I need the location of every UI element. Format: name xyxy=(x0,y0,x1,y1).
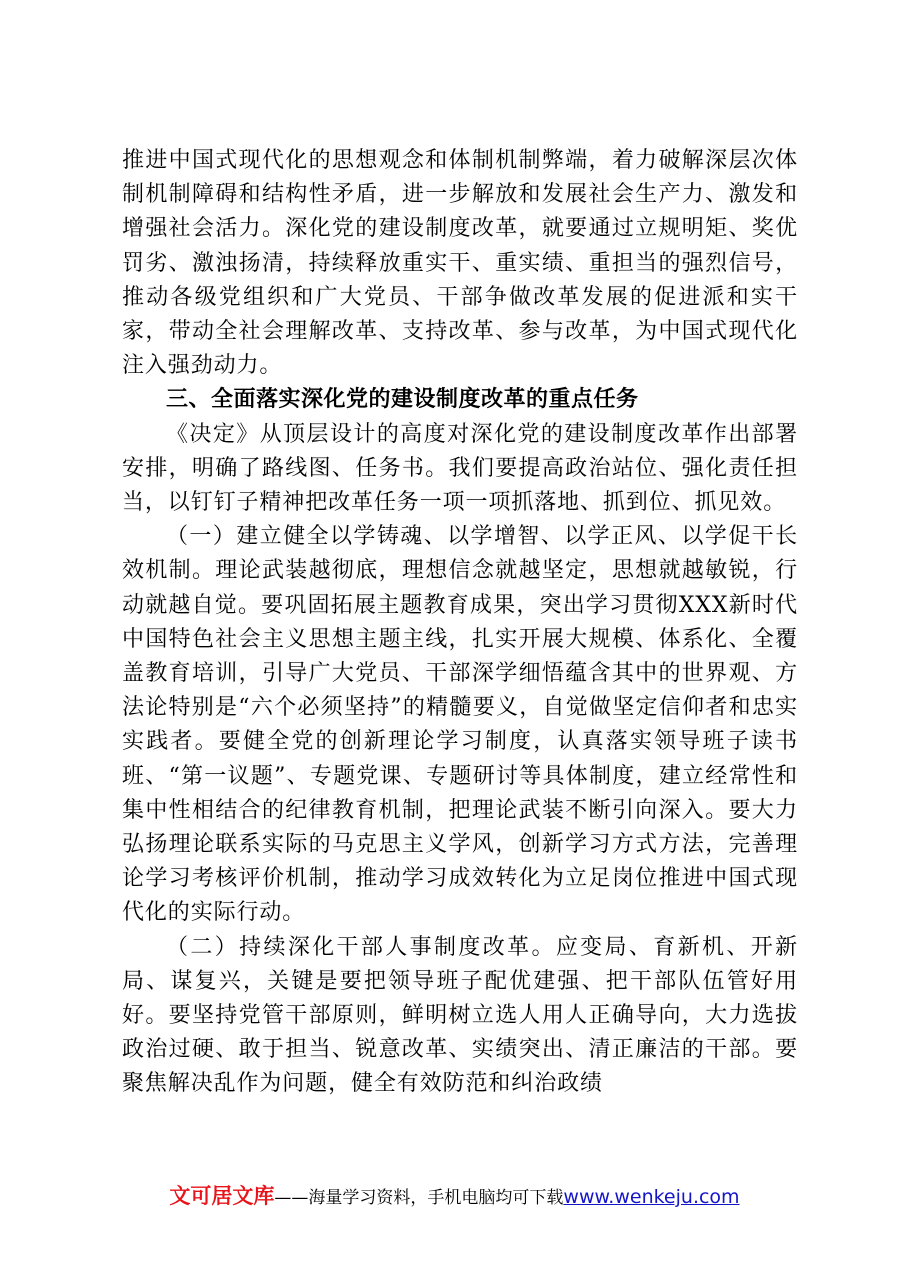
footer-link[interactable]: www.wenkeju.com xyxy=(563,1186,740,1208)
paragraph-intro: 《决定》从顶层设计的高度对深化党的建设制度改革作出部署安排，明确了路线图、任务书。我们要提高政治站位、强化责任担当，以钉钉子精神把改革任务一项一项抓落地、抓到位、抓见效。 xyxy=(122,421,798,516)
footer-brand: 文可居文库 xyxy=(169,1184,275,1208)
section-heading: 三、全面落实深化党的建设制度改革的重点任务 xyxy=(166,387,639,413)
paragraph-item-1: （一）建立健全以学铸魂、以学增智、以学正风、以学促干长效机制。理论武装越彻底，理想信念就越坚定，思想就越敏锐，行动就越自觉。要巩固拓展主题教育成果，突出学习贯彻XXX新时代中国特色社会主义思想主题主线，扎实开展大规模、体系化、全覆盖教育培训，引导广大党员、干部深学细悟蕴含其中的世界观、方法论特别是“六个必须坚持”的精髓要义，自觉做坚定信仰者和忠实实践者。要健全党的创新理论学习制度，认真落实领导班子读书班、“第一议题”、专题党课、专题研讨等具体制度，建立经常性和集中性相结合的纪律教育机制，把理论武装不断引向深入。要大力弘扬理论联系实际的马克思主义学风，创新学习方式方法，完善理论学习考核评价机制，推动学习成效转化为立足岗位推进中国式现代化的实际行动。 xyxy=(122,524,798,926)
document-body xyxy=(122,144,798,1102)
footer-slogan: ——海量学习资料，手机电脑均可下载 xyxy=(274,1188,564,1208)
footer-banner xyxy=(0,1180,909,1214)
paragraph-continuation: 推进中国式现代化的思想观念和体制机制弊端，着力破解深层次体制机制障碍和结构性矛盾，进一步解放和发展社会生产力、激发和增强社会活力。深化党的建设制度改革，就要通过立规明矩、奖优罚劣、激浊扬清，持续释放重实干、重实绩、重担当的强烈信号，推动各级党组织和广大党员、干部争做改革发展的促进派和实干家，带动全社会理解改革、支持改革、参与改革，为中国式现代化注入强劲动力。 xyxy=(122,148,798,379)
paragraph-item-2: （二）持续深化干部人事制度改革。应变局、育新机、开新局、谋复兴，关键是要把领导班子配优建强、把干部队伍管好用好。要坚持党管干部原则，鲜明树立选人用人正确导向，大力选拔政治过硬、敢于担当、锐意改革、实绩突出、清正廉洁的干部。要聚焦解决乱作为问题，健全有效防范和纠治政绩 xyxy=(122,934,798,1097)
